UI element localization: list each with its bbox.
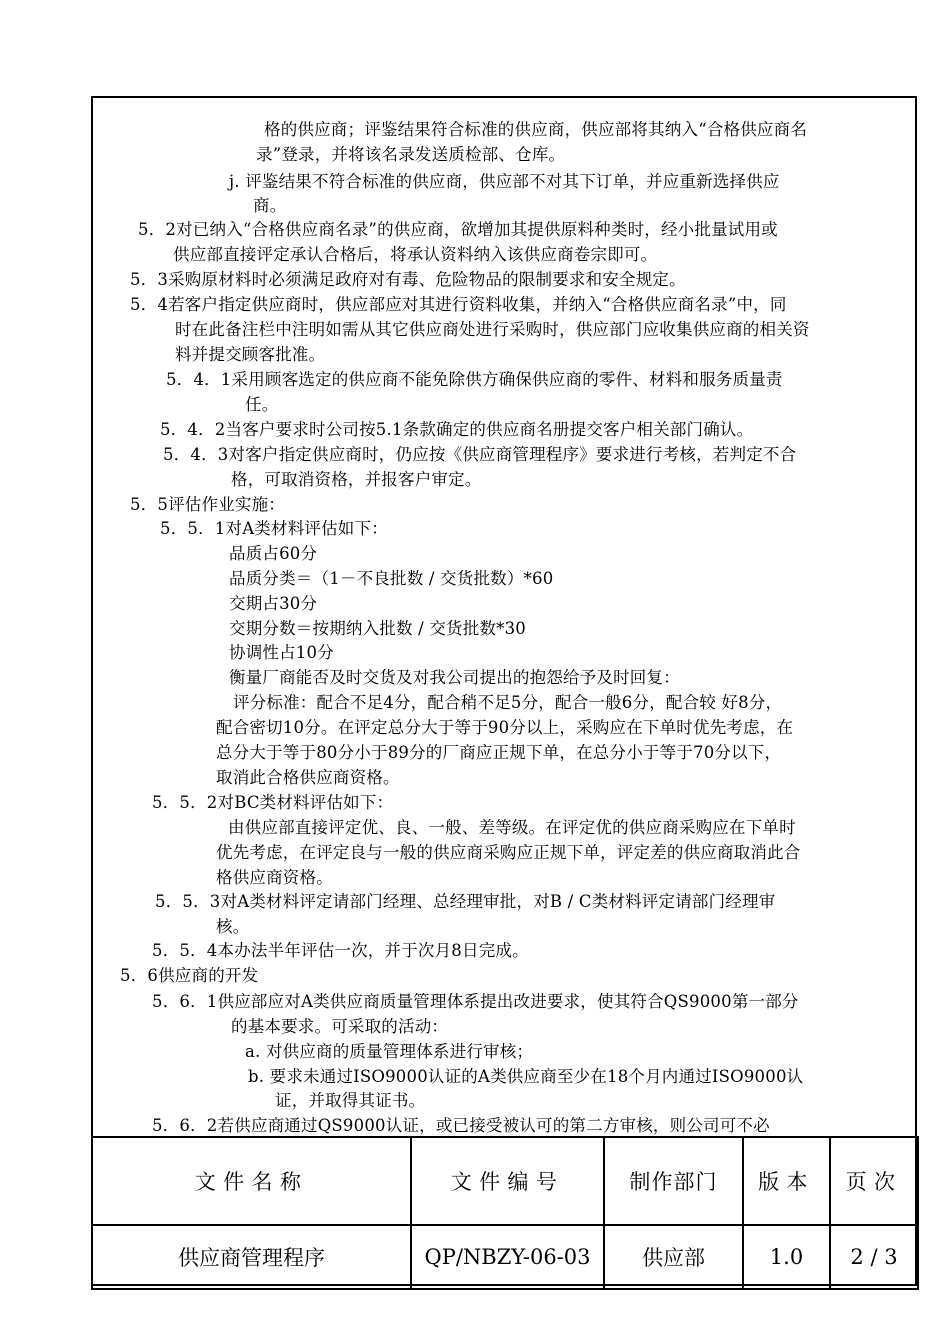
text-line: 格的供应商；评鉴结果符合标准的供应商，供应部将其纳入“合格供应商名 — [264, 120, 808, 139]
text-line: 5．6．1供应部应对A类供应商质量管理体系提出改进要求，使其符合QS9000第一部分 — [152, 992, 799, 1011]
header-document-name: 文件名称 — [92, 1137, 411, 1225]
text-line: 格供应商资格。 — [216, 868, 333, 887]
text-line: 时在此备注栏中注明如需从其它供应商处进行采购时，供应部门应收集供应商的相关资 — [175, 320, 810, 339]
text-line: 5．5评估作业实施： — [130, 495, 285, 514]
text-line: 交期分数＝按期纳入批数 / 交货批数*30 — [229, 619, 526, 638]
text-line: 格，可取消资格，并报客户审定。 — [231, 470, 482, 489]
text-line: 5．5．3对A类材料评定请部门经理、总经理审批，对B / C类材料评定请部门经理审 — [155, 892, 776, 911]
header-department: 制作部门 — [604, 1137, 743, 1225]
text-line: b. 要求未通过ISO9000认证的A类供应商至少在18个月内通过ISO9000认 — [248, 1067, 804, 1086]
text-line: 品质占60分 — [229, 544, 318, 563]
header-document-number: 文件编号 — [411, 1137, 604, 1225]
text-line: 总分大于等于80分小于89分的厂商应正规下单，在总分小于等于70分以下， — [216, 743, 782, 762]
text-line: 料并提交顾客批准。 — [175, 345, 326, 364]
text-line: 优先考虑，在评定良与一般的供应商采购应正规下单，评定差的供应商取消此合 — [216, 843, 801, 862]
text-line: 5．4．3对客户指定供应商时，仍应按《供应商管理程序》要求进行考核，若判定不合 — [163, 445, 797, 464]
text-line: 核。 — [216, 917, 250, 936]
text-line: 5．6供应商的开发 — [120, 966, 259, 985]
text-line: 品质分类＝（1－不良批数 / 交货批数）*60 — [229, 569, 554, 588]
text-line: 的基本要求。可采取的活动： — [231, 1017, 449, 1036]
document-number: QP/NBZY-06-03 — [411, 1225, 604, 1289]
department: 供应部 — [604, 1225, 743, 1289]
text-line: 任。 — [245, 395, 279, 414]
text-line: 评分标准：配合不足4分，配合稍不足5分，配合一般6分，配合较 好8分， — [233, 693, 783, 712]
text-line: 衡量厂商能否及时交货及对我公司提出的抱怨给予及时回复： — [229, 668, 680, 687]
text-line: 供应部直接评定承认合格后，将承认资料纳入该供应商卷宗即可。 — [173, 245, 658, 264]
page-number: 2 / 3 — [830, 1225, 918, 1289]
text-line: 5．4．2当客户要求时公司按5.1条款确定的供应商名册提交客户相关部门确认。 — [160, 420, 754, 439]
text-line: a. 对供应商的质量管理体系进行审核； — [245, 1042, 534, 1061]
text-line: 5．2对已纳入“合格供应商名录”的供应商，欲增加其提供原料种类时，经小批量试用或 — [138, 220, 778, 239]
text-line: 5．5．2对BC类材料评估如下： — [152, 793, 394, 812]
text-line: 5．6．2若供应商通过QS9000认证，或已接受被认可的第二方审核，则公司可不必 — [152, 1116, 770, 1135]
header-version: 版本 — [743, 1137, 830, 1225]
footer-header-row — [92, 1137, 918, 1225]
version: 1.0 — [743, 1225, 830, 1289]
text-line: 协调性占10分 — [229, 643, 334, 662]
text-line: 5．4若客户指定供应商时，供应部应对其进行资料收集，并纳入“合格供应商名录”中，同 — [130, 295, 787, 314]
document-name: 供应商管理程序 — [92, 1225, 411, 1289]
footer-value-row — [92, 1225, 918, 1289]
text-line: 5．3采购原材料时必须满足政府对有毒、危险物品的限制要求和安全规定。 — [130, 270, 686, 289]
text-line: 商。 — [253, 196, 287, 215]
document-footer-table — [91, 1136, 919, 1290]
text-line: 5．5．4本办法半年评估一次，并于次月8日完成。 — [152, 941, 529, 960]
header-page: 页次 — [830, 1137, 918, 1225]
text-line: 5．5．1对A类材料评估如下： — [160, 519, 388, 538]
text-line: 配合密切10分。在评定总分大于等于90分以上，采购应在下单时优先考虑，在 — [216, 718, 794, 737]
text-line: j. 评鉴结果不符合标准的供应商，供应部不对其下订单，并应重新选择供应 — [229, 172, 780, 191]
text-line: 证，并取得其证书。 — [275, 1091, 426, 1110]
text-line: 由供应部直接评定优、良、一般、差等级。在评定优的供应商采购应在下单时 — [228, 818, 796, 837]
text-line: 5．4．1采用顾客选定的供应商不能免除供方确保供应商的零件、材料和服务质量责 — [166, 370, 783, 389]
text-line: 录”登录，并将该名录发送质检部、仓库。 — [256, 145, 566, 164]
text-line: 取消此合格供应商资格。 — [216, 768, 400, 787]
text-line: 交期占30分 — [229, 594, 318, 613]
